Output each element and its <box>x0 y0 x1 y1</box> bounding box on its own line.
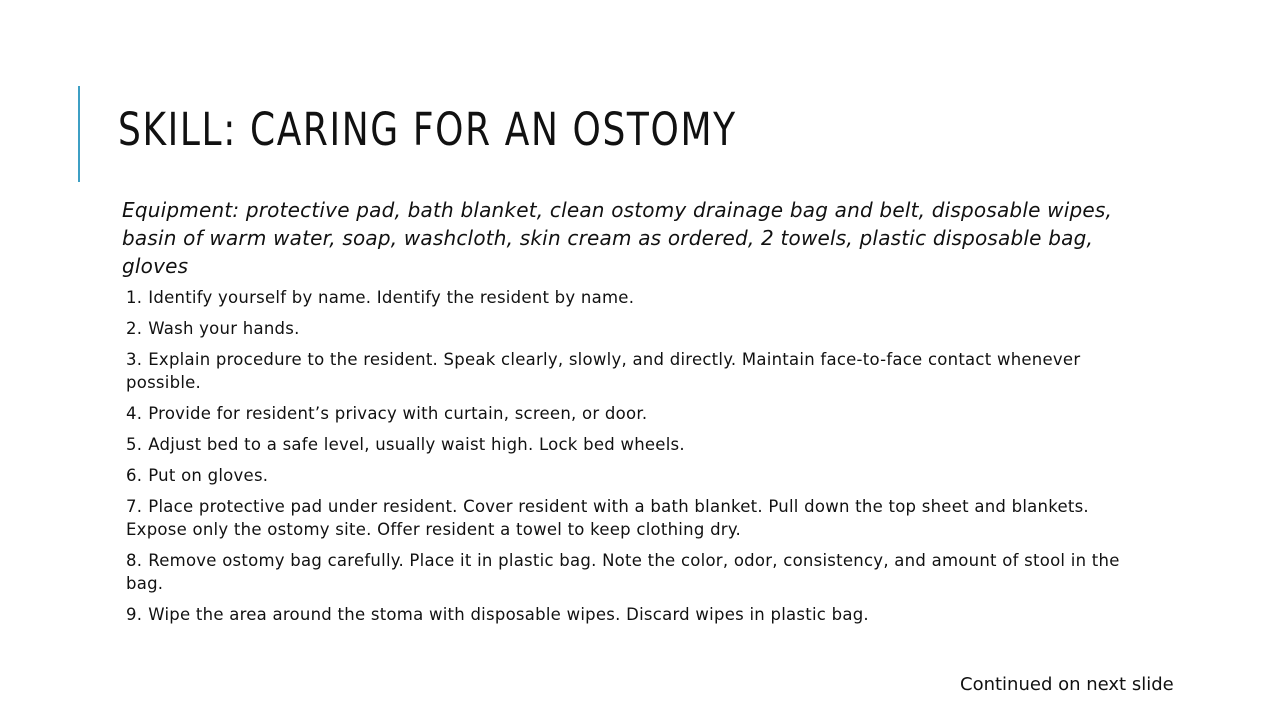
step-number: 8. <box>126 551 143 570</box>
continued-note: Continued on next slide <box>960 674 1174 695</box>
step-text: Identify yourself by name. Identify the resident by name. <box>148 288 635 307</box>
slide-body <box>122 196 1142 634</box>
step-item <box>126 603 1142 626</box>
step-item <box>126 402 1142 425</box>
title-accent-bar <box>78 86 80 182</box>
step-text: Explain procedure to the resident. Speak clearly, slowly, and directly. Maintain face-to-face contact whenever possible. <box>126 350 1081 392</box>
equipment-list: Equipment: protective pad, bath blanket, clean ostomy drainage bag and belt, disposable wipes, basin of warm water, soap, washcloth, skin cream as ordered, 2 towels, plastic disposable bag, gloves <box>122 198 1113 278</box>
step-text: Adjust bed to a safe level, usually waist high. Lock bed wheels. <box>148 435 685 454</box>
step-number: 1. <box>126 288 143 307</box>
step-number: 6. <box>126 466 143 485</box>
step-text: Place protective pad under resident. Cover resident with a bath blanket. Pull down the top sheet and blankets. Expose only the ostomy site. Offer resident a towel to keep clothing dry. <box>126 497 1089 539</box>
step-number: 9. <box>126 605 143 624</box>
step-item <box>126 495 1142 541</box>
step-text: Remove ostomy bag carefully. Place it in plastic bag. Note the color, odor, consistency, and amount of stool in the bag. <box>126 551 1120 593</box>
step-item <box>126 317 1142 340</box>
slide-title: SKILL: CARING FOR AN OSTOMY <box>118 103 737 156</box>
step-number: 2. <box>126 319 143 338</box>
step-item <box>126 549 1142 595</box>
step-number: 3. <box>126 350 143 369</box>
step-number: 7. <box>126 497 143 516</box>
step-number: 4. <box>126 404 143 423</box>
step-item <box>126 433 1142 456</box>
step-text: Wipe the area around the stoma with disposable wipes. Discard wipes in plastic bag. <box>148 605 869 624</box>
step-number: 5. <box>126 435 143 454</box>
step-item <box>126 348 1142 394</box>
procedure-steps <box>122 286 1142 626</box>
step-item <box>126 286 1142 309</box>
step-text: Provide for resident’s privacy with curtain, screen, or door. <box>148 404 648 423</box>
step-text: Wash your hands. <box>148 319 300 338</box>
step-text: Put on gloves. <box>148 466 269 485</box>
step-item <box>126 464 1142 487</box>
